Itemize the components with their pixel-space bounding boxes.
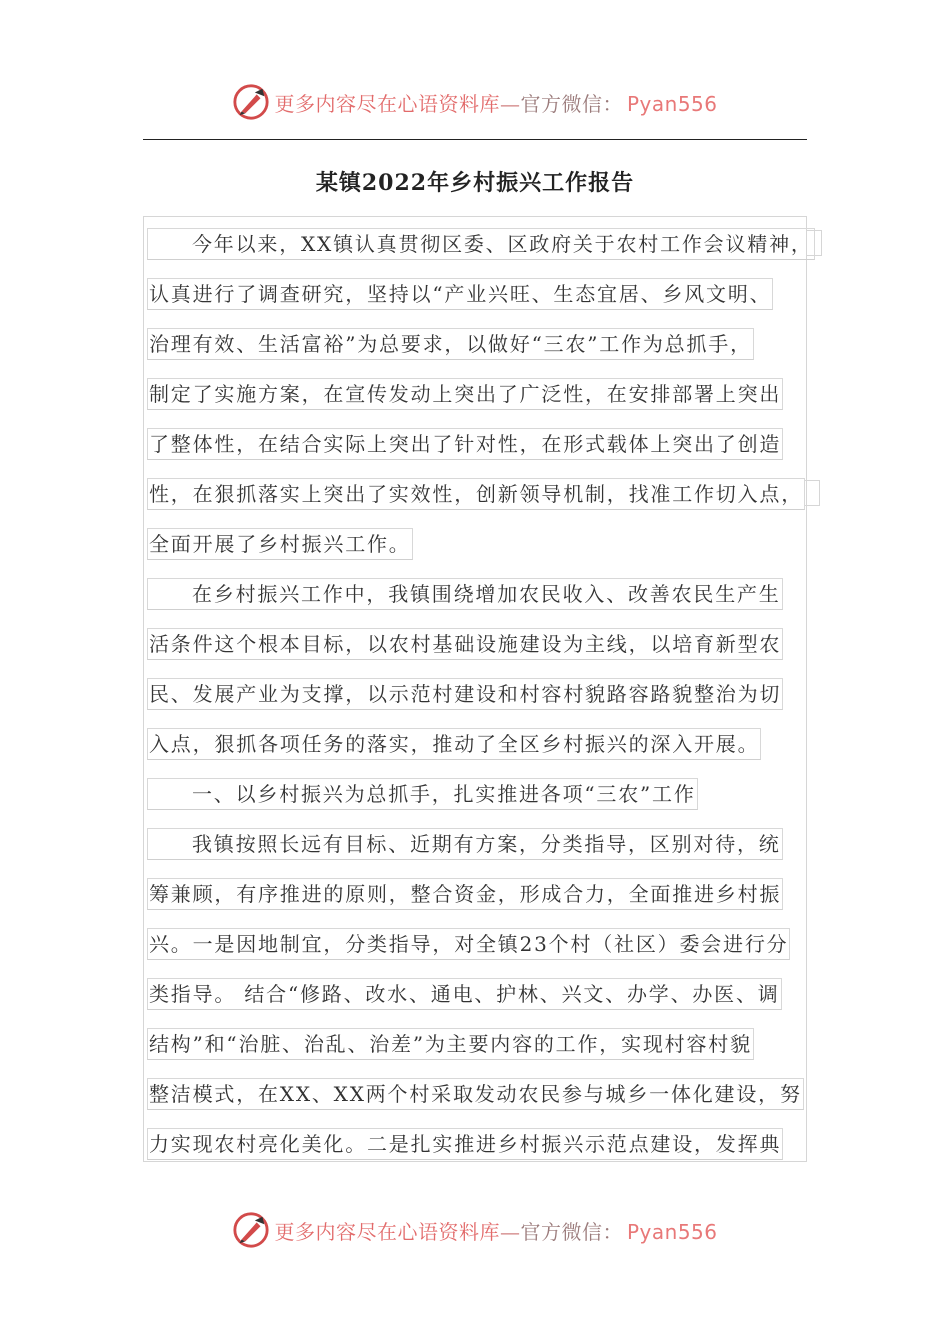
- body-line: [147, 378, 827, 428]
- document-title: 某镇2022年乡村振兴工作报告: [315, 170, 635, 196]
- line-end-mark: [805, 480, 820, 506]
- body-line: [147, 978, 827, 1028]
- body-line-text: 民、发展产业为支撑，以示范村建设和村容村貌路容路貌整治为切: [147, 678, 783, 710]
- body-line: [147, 1128, 827, 1178]
- body-line-text: 认真进行了调查研究，坚持以“产业兴旺、生态宜居、乡风文明、: [147, 278, 773, 310]
- body-line: [147, 278, 827, 328]
- banner-official-text: 官方微信：: [520, 91, 623, 116]
- body-line-text: 今年以来，XX镇认真贯彻区委、区政府关于农村工作会议精神，: [147, 228, 815, 260]
- body-line-text: 活条件这个根本目标，以农村基础设施建设为主线，以培育新型农: [147, 628, 783, 660]
- line-end-mark: [807, 230, 822, 256]
- body-line-text: 性，在狠抓落实上突出了实效性，创新领导机制，找准工作切入点，: [147, 478, 805, 510]
- body-line: [147, 578, 827, 628]
- body-line-text: 制定了实施方案，在宣传发动上突出了广泛性，在安排部署上突出: [147, 378, 783, 410]
- body-line: [147, 528, 827, 578]
- body-line: [147, 828, 827, 878]
- body-line: [147, 628, 827, 678]
- section-heading-text: 一、以乡村振兴为总抓手，扎实推进各项“三农”工作: [147, 778, 698, 810]
- body-line-text: 全面开展了乡村振兴工作。: [147, 528, 413, 560]
- body-line-text: 力实现农村亮化美化。二是扎实推进乡村振兴示范点建设，发挥典: [147, 1128, 783, 1160]
- body-line: [147, 678, 827, 728]
- banner-dash: —: [499, 1219, 521, 1244]
- banner-wechat-id: Pyan556: [626, 1219, 718, 1244]
- body-line-text: 整洁模式，在XX、XX两个村采取发动农民参与城乡一体化建设，努: [147, 1078, 804, 1110]
- banner-dash: —: [499, 91, 521, 116]
- document-body: [147, 228, 827, 1178]
- pen-logo-icon: [232, 83, 270, 121]
- body-line: [147, 1028, 827, 1078]
- header-banner: [0, 82, 950, 122]
- body-line-text: 筹兼顾，有序推进的原则，整合资金，形成合力，全面推进乡村振: [147, 878, 783, 910]
- body-line-text: 兴。一是因地制宜，分类指导，对全镇23个村（社区）委会进行分: [147, 928, 790, 960]
- body-line-text: 类指导。 结合“修路、改水、通电、护林、兴文、办学、办医、调: [147, 978, 782, 1010]
- body-line-text: 在乡村振兴工作中，我镇围绕增加农民收入、改善农民生产生: [147, 578, 783, 610]
- body-line: [147, 328, 827, 378]
- pen-logo-icon: [232, 1211, 270, 1249]
- body-line: [147, 728, 827, 778]
- body-line: [147, 228, 827, 278]
- header-rule: [143, 139, 807, 140]
- banner-main-text: 更多内容尽在心语资料库: [274, 91, 500, 116]
- body-line-text: 我镇按照长远有目标、近期有方案，分类指导，区别对待，统: [147, 828, 783, 860]
- section-heading: [147, 778, 827, 828]
- body-line: [147, 878, 827, 928]
- body-line-text: 结构”和“治脏、治乱、治差”为主要内容的工作，实现村容村貌: [147, 1028, 754, 1060]
- body-line-text: 治理有效、生活富裕”为总要求，以做好“三农”工作为总抓手，: [147, 328, 754, 360]
- banner-wechat-id: Pyan556: [626, 91, 718, 116]
- banner-main-text: 更多内容尽在心语资料库: [274, 1219, 500, 1244]
- footer-banner: [0, 1210, 950, 1250]
- banner-official-text: 官方微信：: [520, 1219, 623, 1244]
- body-line: [147, 928, 827, 978]
- body-line-text: 入点，狠抓各项任务的落实，推动了全区乡村振兴的深入开展。: [147, 728, 761, 760]
- body-line: [147, 1078, 827, 1128]
- body-line: [147, 428, 827, 478]
- body-line-text: 了整体性，在结合实际上突出了针对性，在形式载体上突出了创造: [147, 428, 783, 460]
- body-line: [147, 478, 827, 528]
